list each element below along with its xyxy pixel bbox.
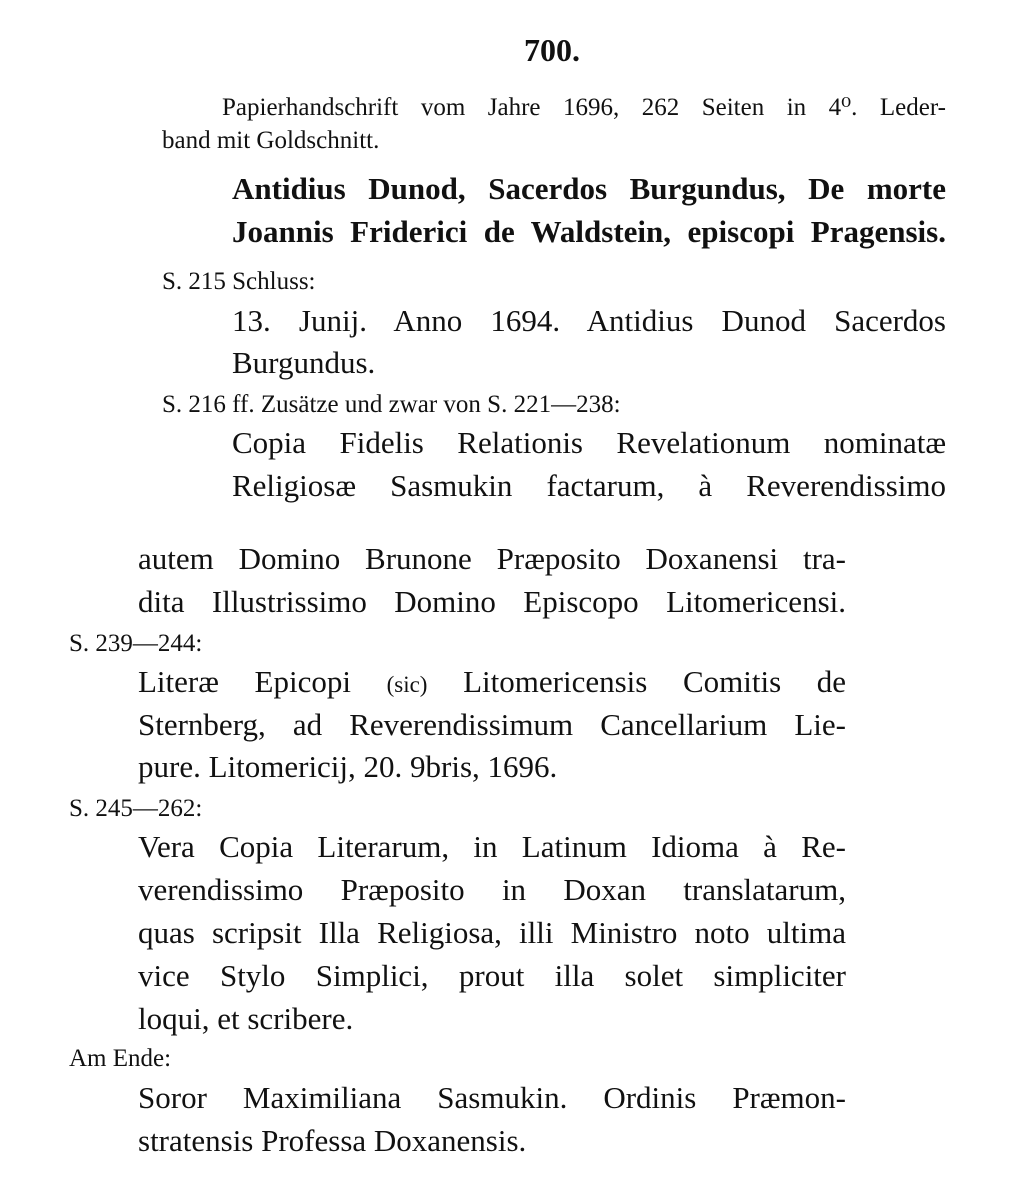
title-line-1 bbox=[232, 171, 946, 207]
text-245-line-1: Vera Copia Literarum, in Latinum Idioma à Re- bbox=[138, 829, 846, 864]
text-216-line-1: Copia Fidelis Relationis Revelationum nominatæ bbox=[232, 425, 946, 460]
text-end-line-1: Soror Maximiliana Sasmukin. Ordinis Præmon- bbox=[138, 1080, 846, 1115]
ref-end: Am Ende: bbox=[69, 1045, 172, 1072]
text-239-line-1 bbox=[138, 664, 846, 700]
text-239-before: Literæ Epicopi bbox=[138, 664, 351, 699]
text-end-line-2: stratensis Professa Doxanensis. bbox=[138, 1123, 527, 1158]
text-216-line-2: Religiosæ Sasmukin factarum, à Reverendissimo bbox=[232, 468, 946, 503]
ref-245: S. 245—262: bbox=[69, 795, 203, 822]
title-line-2: Joannis Friderici de Waldstein, episcopi Pragensis. bbox=[232, 214, 946, 249]
text-215-line-2: Burgundus. bbox=[232, 345, 376, 380]
continuation-line-1: autem Domino Brunone Præposito Doxanensi tra- bbox=[138, 541, 846, 576]
title-line-1-text: Antidius Dunod, Sacerdos Burgundus, De morte bbox=[232, 171, 946, 206]
continuation-line-2: dita Illustrissimo Domino Episcopo Litomericensi. bbox=[138, 584, 846, 619]
text-215-line-1: 13. Junij. Anno 1694. Antidius Dunod Sacerdos bbox=[232, 303, 946, 338]
text-245-line-2: verendissimo Præposito in Doxan translatarum, bbox=[138, 872, 846, 907]
ref-239: S. 239—244: bbox=[69, 630, 203, 657]
text-239-line-3: pure. Litomericij, 20. 9bris, 1696. bbox=[138, 749, 558, 784]
text-245-line-3: quas scripsit Illa Religiosa, illi Ministro noto ultima bbox=[138, 915, 846, 950]
page-number: 700. bbox=[524, 32, 580, 68]
text-245-line-4: vice Stylo Simplici, prout illa solet simpliciter bbox=[138, 958, 846, 993]
ref-215: S. 215 Schluss: bbox=[162, 268, 316, 295]
description-line-1: Papierhandschrift vom Jahre 1696, 262 Seiten in 4⁰. Leder- bbox=[222, 94, 946, 121]
ref-216: S. 216 ff. Zusätze und zwar von S. 221—238: bbox=[162, 391, 621, 418]
description-line-2: band mit Goldschnitt. bbox=[162, 127, 380, 154]
text-239-after: Litomericensis Comitis de bbox=[463, 664, 847, 699]
text-239-line-2: Sternberg, ad Reverendissimum Cancellarium Lie- bbox=[138, 707, 846, 742]
sic-marker: (sic) bbox=[386, 672, 428, 697]
text-245-line-5: loqui, et scribere. bbox=[138, 1001, 354, 1036]
